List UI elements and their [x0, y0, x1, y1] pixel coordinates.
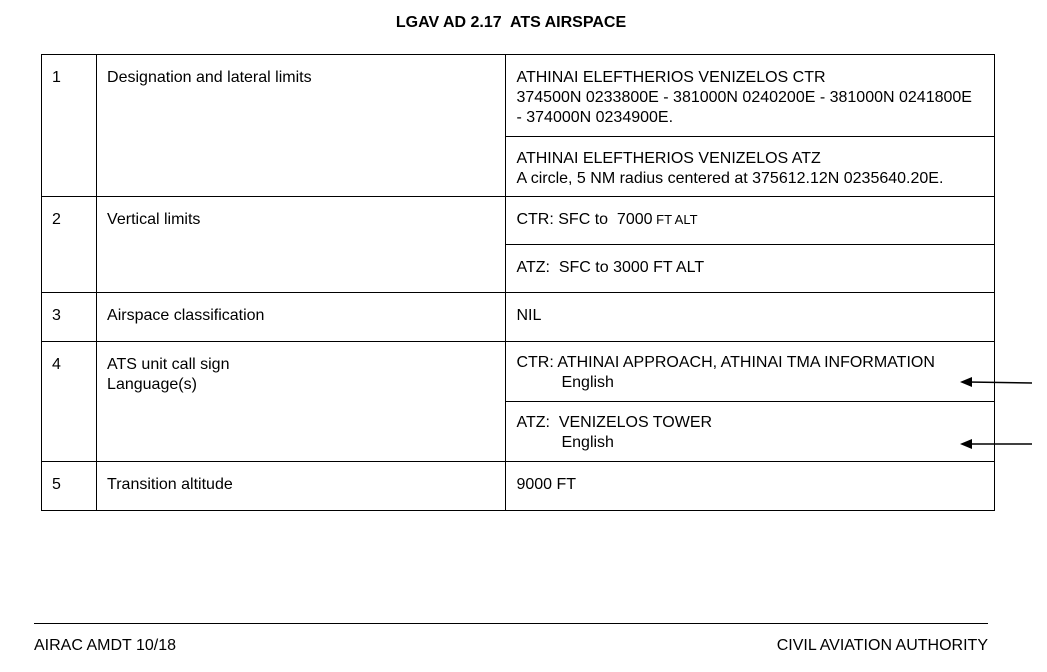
row-subject: Vertical limits [97, 197, 506, 293]
page-title: LGAV AD 2.17 ATS AIRSPACE [395, 14, 627, 31]
airspace-class-value: NIL [506, 293, 995, 342]
atz-radius: A circle, 5 NM radius centered at 375612.12N 0235640.20E. [516, 170, 944, 187]
row-subject-cell [97, 342, 506, 462]
ctr-language: English [561, 374, 614, 391]
atz-vertical-limits: ATZ: SFC to 3000 FT ALT [506, 245, 995, 293]
row-subject: ATS unit call sign [107, 356, 230, 373]
ctr-call-sign: CTR: ATHINAI APPROACH, ATHINAI TMA INFORMATION [516, 354, 935, 371]
atz-name: ATHINAI ELEFTHERIOS VENIZELOS ATZ [516, 150, 821, 167]
left-arrow-icon [958, 436, 1036, 452]
table-row [42, 293, 995, 342]
ctr-call-sign-cell [506, 342, 995, 402]
row-subject: Designation and lateral limits [97, 55, 506, 197]
ctr-coordinates: 374500N 0233800E - 381000N 0240200E - 381000N 0241800E [516, 89, 972, 106]
row-subject: Airspace classification [97, 293, 506, 342]
table-row [42, 462, 995, 511]
table-row [42, 197, 995, 245]
ctr-designation-cell [506, 55, 995, 137]
atz-call-sign: ATZ: VENIZELOS TOWER [516, 414, 713, 431]
row-number: 5 [42, 462, 97, 511]
table-row [42, 55, 995, 137]
footer-authority: CIVIL AVIATION AUTHORITY [776, 637, 988, 654]
row-number: 3 [42, 293, 97, 342]
atz-call-sign-cell [506, 402, 995, 462]
footer-amendment: AIRAC AMDT 10/18 [34, 637, 176, 654]
transition-altitude-value: 9000 FT [506, 462, 995, 511]
row-subject: Transition altitude [97, 462, 506, 511]
row-number: 1 [42, 55, 97, 197]
ctr-vertical-limits: CTR: SFC to 7000 FT ALT [506, 197, 995, 245]
footer-divider [34, 623, 988, 624]
left-arrow-icon [958, 374, 1036, 390]
ats-airspace-table [41, 54, 995, 511]
atz-language: English [561, 434, 614, 451]
ctr-name: ATHINAI ELEFTHERIOS VENIZELOS CTR [516, 69, 826, 86]
table-row [42, 342, 995, 402]
atz-designation-cell [506, 137, 995, 197]
row-number: 4 [42, 342, 97, 462]
row-number: 2 [42, 197, 97, 293]
ctr-coordinates-cont: - 374000N 0234900E. [516, 109, 674, 126]
row-subject-sub: Language(s) [107, 376, 197, 393]
